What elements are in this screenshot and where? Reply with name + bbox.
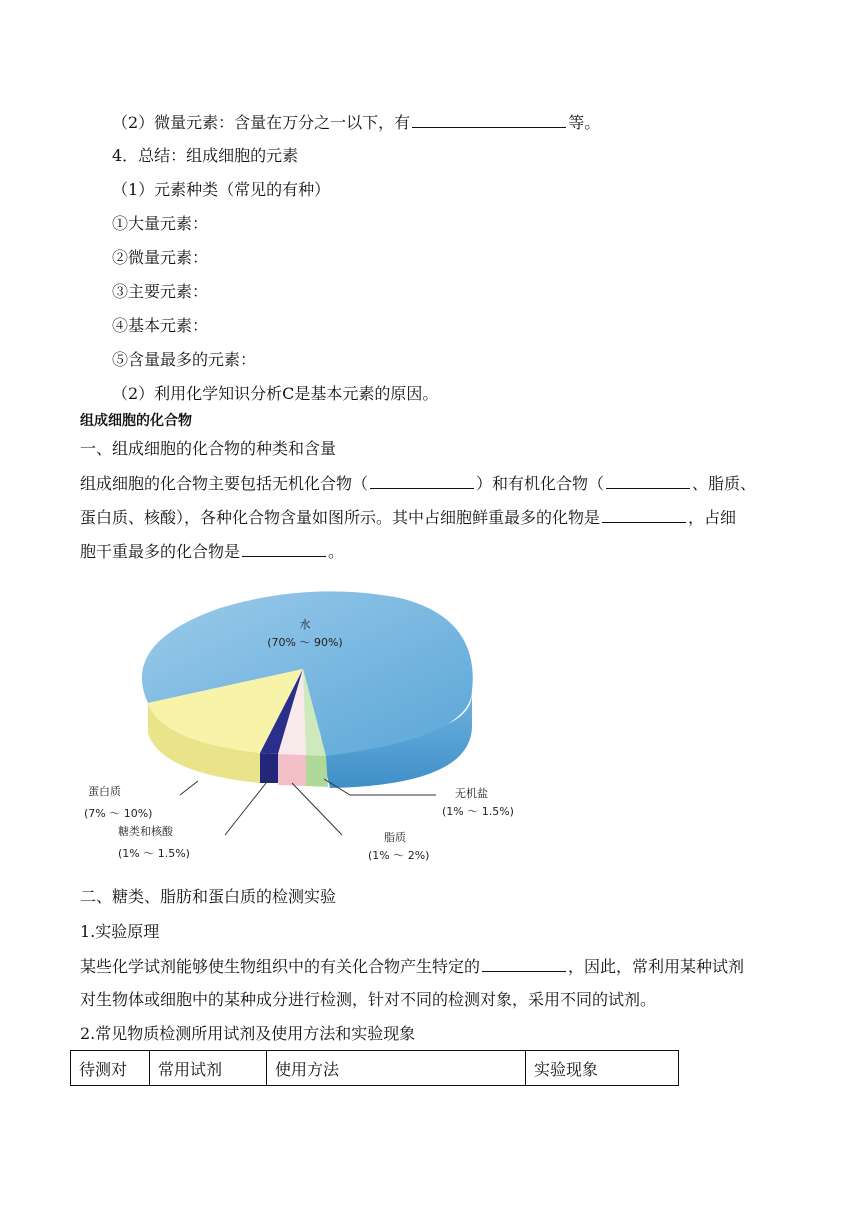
inorganic-salt-label: 无机盐 [455, 787, 488, 800]
compounds-paragraph-line1 [80, 472, 756, 495]
p1-text-a: 组成细胞的化合物主要包括无机化合物（ [80, 474, 369, 493]
water-value-label: (70% ～ 90%) [267, 636, 343, 649]
compounds-title: 组成细胞的化合物 [80, 413, 192, 429]
sugar-leader [225, 778, 270, 835]
principle-line2: 对生物体或细胞中的某种成分进行检测，针对不同的检测对象，采用不同的试剂。 [80, 990, 657, 1009]
inorganic-blank[interactable] [370, 472, 474, 489]
trace-elements-blank[interactable] [412, 111, 566, 128]
trace-elements-line [112, 111, 600, 134]
item-trace-elements: ②微量元素： [112, 248, 209, 267]
salt-slice-side [306, 755, 328, 787]
p3-text-a: 胞干重最多的化合物是 [80, 542, 241, 561]
header-test-object: 待测对 [71, 1051, 150, 1086]
lipid-value-label: (1% ～ 2%) [368, 849, 430, 862]
p1-text-c: 、脂质、 [692, 474, 757, 493]
compounds-paragraph-line3 [80, 540, 344, 563]
detection-heading: 二、糖类、脂肪和蛋白质的检测实验 [80, 887, 337, 906]
water-label: 水 [299, 618, 311, 631]
principle-title: 1.实验原理 [80, 922, 160, 941]
sugar-nucleic-label: 糖类和核酸 [118, 825, 173, 838]
lipid-label: 脂质 [384, 831, 406, 844]
carbon-reason: （2）利用化学知识分析C是基本元素的原因。 [112, 384, 439, 403]
principle-text-b: ，因此，常利用某种试剂 [568, 957, 745, 976]
reagent-table [70, 1050, 679, 1086]
p2-text-b: ，占细 [688, 508, 737, 527]
sugar-nucleic-value-label: (1% ～ 1.5%) [118, 847, 190, 860]
table-header-row [71, 1051, 679, 1086]
p2-text-a: 蛋白质、核酸），各种化合物含量如图所示。其中占细胞鲜重最多的化物是 [80, 508, 601, 527]
trace-elements-suffix: 等。 [568, 113, 601, 132]
item-basic-elements: ④基本元素： [112, 316, 209, 335]
fresh-weight-blank[interactable] [602, 506, 686, 523]
compounds-heading: 一、组成细胞的化合物的种类和含量 [80, 439, 337, 458]
item-main-elements: ③主要元素： [112, 282, 209, 301]
inorganic-salt-value-label: (1% ～ 1.5%) [442, 805, 514, 818]
protein-label: 蛋白质 [88, 785, 121, 798]
protein-leader [180, 781, 198, 795]
header-method: 使用方法 [267, 1051, 526, 1086]
item-macro-elements: ①大量元素： [112, 214, 209, 233]
compound-pie-chart [80, 573, 520, 873]
protein-value-label: (7% ～ 10%) [84, 807, 153, 820]
item-most-abundant: ⑤含量最多的元素： [112, 350, 257, 369]
organic-blank[interactable] [606, 472, 690, 489]
summary-title: 4．总结：组成细胞的元素 [112, 146, 299, 165]
trace-elements-text: （2）微量元素：含量在万分之一以下，有 [112, 113, 411, 132]
types-heading: （1）元素种类（常见的有种） [112, 180, 331, 199]
lipid-leader [292, 783, 342, 835]
specific-reaction-blank[interactable] [482, 955, 566, 972]
pie-chart-svg [80, 573, 520, 873]
principle-text-a: 某些化学试剂能够使生物组织中的有关化合物产生特定的 [80, 957, 481, 976]
p3-text-b: 。 [328, 542, 345, 561]
header-phenomenon: 实验现象 [526, 1051, 679, 1086]
header-reagent: 常用试剂 [150, 1051, 267, 1086]
p1-text-b: ）和有机化合物（ [476, 474, 605, 493]
compounds-paragraph-line2 [80, 506, 736, 529]
methods-title: 2.常见物质检测所用试剂及使用方法和实验现象 [80, 1024, 416, 1043]
dry-weight-blank[interactable] [242, 540, 326, 557]
lipid-slice-side [278, 754, 306, 786]
principle-line1 [80, 955, 744, 978]
